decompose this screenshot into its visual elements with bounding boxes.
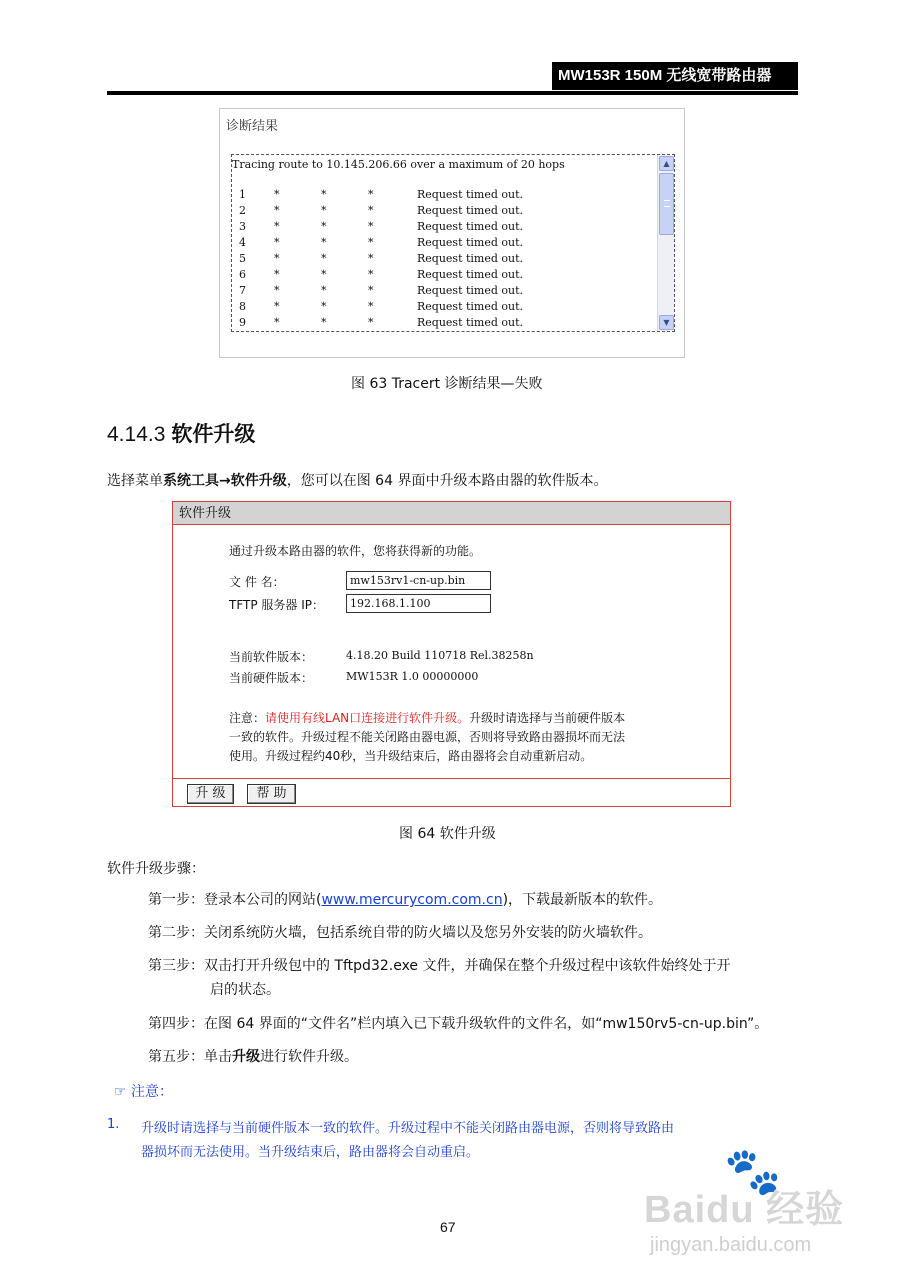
figure-64-caption: 图 64 软件升级 (399, 826, 496, 842)
probe-1: * (274, 204, 280, 217)
intro-text-1: 选择菜单 (107, 473, 163, 489)
baidu-watermark (644, 1144, 854, 1266)
probe-2: * (321, 188, 327, 201)
probe-3: * (368, 300, 374, 313)
paw-icon: 🐾 (724, 1144, 782, 1198)
probe-2: * (321, 220, 327, 233)
hop-number: 4 (239, 236, 246, 249)
probe-1: * (274, 188, 280, 201)
hop-number: 3 (239, 220, 246, 233)
step-3-line-2: 启的状态。 (210, 982, 280, 998)
probe-2: * (321, 236, 327, 249)
probe-2: * (321, 300, 327, 313)
hop-message: Request timed out. (417, 268, 524, 281)
figure-63-caption: 图 63 Tracert 诊断结果—失败 (351, 376, 543, 392)
hop-message: Request timed out. (417, 316, 524, 329)
software-version-value: 4.18.20 Build 110718 Rel.38258n (346, 649, 534, 662)
menu-path: 系统工具→软件升级 (163, 473, 287, 489)
hop-message: Request timed out. (417, 252, 524, 265)
hardware-version-value: MW153R 1.0 00000000 (346, 670, 479, 683)
hardware-version-label: 当前硬件版本： (229, 671, 314, 685)
probe-1: * (274, 300, 280, 313)
step-1 (148, 889, 662, 909)
probe-3: * (368, 252, 374, 265)
step-5-text-b: 进行软件升级。 (260, 1049, 358, 1065)
vertical-scrollbar[interactable] (657, 155, 674, 331)
probe-2: * (321, 284, 327, 297)
section-heading: 软件升级 (171, 422, 256, 446)
note-heading (109, 1081, 173, 1101)
button-bar (173, 778, 730, 807)
help-button[interactable]: 帮 助 (247, 784, 296, 804)
trace-output-text (232, 155, 656, 331)
hop-number: 6 (239, 268, 246, 281)
note-item-line-1: 升级时请选择与当前硬件版本一致的软件。升级过程中不能关闭路由器电源，否则将导致路由 (141, 1121, 675, 1136)
thumb-grip-icon (664, 200, 670, 207)
hop-number: 2 (239, 204, 246, 217)
file-name-label: 文 件 名： (229, 575, 285, 589)
intro-text-2: ，您可以在图 64 界面中升级本路由器的软件版本。 (286, 473, 608, 489)
hop-number: 1 (239, 188, 246, 201)
trace-header: Tracing route to 10.145.206.66 over a maximum of 20 hops (232, 158, 565, 171)
upgrade-panel-title: 软件升级 (173, 502, 730, 525)
trace-row (232, 251, 656, 267)
step-1-text-b: )，下载最新版本的软件。 (502, 892, 663, 908)
scroll-down-icon[interactable]: ▼ (659, 315, 674, 330)
hop-number: 5 (239, 252, 246, 265)
software-version-label: 当前软件版本： (229, 650, 314, 664)
probe-3: * (368, 316, 374, 329)
probe-2: * (321, 268, 327, 281)
step-1-text-a: 第一步：登录本公司的网站( (148, 892, 322, 908)
diagnostic-result-panel (219, 108, 685, 358)
hop-message: Request timed out. (417, 284, 524, 297)
upgrade-button[interactable]: 升 级 (187, 784, 234, 804)
steps-heading: 软件升级步骤： (107, 861, 205, 877)
probe-2: * (321, 204, 327, 217)
trace-output-textarea[interactable] (231, 154, 675, 332)
section-title (107, 418, 255, 448)
step-5 (148, 1046, 358, 1066)
probe-1: * (274, 268, 280, 281)
probe-1: * (274, 316, 280, 329)
trace-row (232, 235, 656, 251)
watermark-text: Baidu 经验 (644, 1189, 845, 1231)
mercury-website-link[interactable]: www.mercurycom.com.cn (321, 892, 503, 908)
probe-3: * (368, 284, 374, 297)
hop-message: Request timed out. (417, 236, 524, 249)
hop-message: Request timed out. (417, 204, 524, 217)
upgrade-note-line-1 (229, 709, 625, 726)
step-5-bold: 升级 (232, 1049, 260, 1065)
trace-row (232, 203, 656, 219)
probe-3: * (368, 188, 374, 201)
note-heading-text: 注意： (131, 1084, 173, 1100)
note-item-number: 1. (107, 1117, 120, 1132)
hop-number: 8 (239, 300, 246, 313)
probe-1: * (274, 284, 280, 297)
probe-3: * (368, 220, 374, 233)
hop-message: Request timed out. (417, 220, 524, 233)
scroll-thumb[interactable] (659, 173, 674, 235)
section-number: 4.14.3 (107, 423, 166, 446)
diagnostic-panel-title: 诊断结果 (226, 119, 279, 134)
upgrade-note-line-2: 一致的软件。升级过程不能关闭路由器电源，否则将导致路由器损坏而无法 (229, 730, 626, 744)
hop-number: 9 (239, 316, 246, 329)
upgrade-intro: 通过升级本路由器的软件，您将获得新的功能。 (229, 544, 482, 558)
file-name-input[interactable]: mw153rv1-cn-up.bin (346, 571, 491, 590)
software-upgrade-panel (172, 501, 731, 807)
trace-row (232, 219, 656, 235)
trace-row (232, 315, 656, 331)
trace-row (232, 267, 656, 283)
note-item-line-2: 器损坏而无法使用。当升级结束后，路由器将会自动重启。 (141, 1145, 480, 1160)
note-line-1-rest: 升级时请选择与当前硬件版本 (469, 711, 626, 725)
step-2: 第二步：关闭系统防火墙，包括系统自带的防火墙以及您另外安装的防火墙软件。 (148, 925, 652, 941)
probe-1: * (274, 236, 280, 249)
step-3-line-1: 第三步：双击打开升级包中的 Tftpd32.exe 文件，并确保在整个升级过程中该软件始终处于开 (148, 958, 731, 974)
hop-message: Request timed out. (417, 188, 524, 201)
probe-2: * (321, 252, 327, 265)
probe-1: * (274, 220, 280, 233)
tftp-ip-label: TFTP 服务器 IP： (229, 598, 324, 612)
hop-message: Request timed out. (417, 300, 524, 313)
note-warning: 请使用有线LAN口连接进行软件升级。 (265, 711, 470, 725)
scroll-up-icon[interactable]: ▲ (659, 156, 674, 171)
probe-2: * (321, 316, 327, 329)
page-number: 67 (440, 1219, 456, 1235)
upgrade-note-line-3: 使用。升级过程约40秒，当升级结束后，路由器将会自动重新启动。 (229, 749, 593, 763)
header-rule (107, 91, 798, 95)
intro-paragraph (107, 470, 607, 490)
hop-number: 7 (239, 284, 246, 297)
probe-3: * (368, 236, 374, 249)
trace-row (232, 187, 656, 203)
probe-3: * (368, 268, 374, 281)
note-prefix: 注意： (229, 711, 266, 725)
step-4: 第四步：在图 64 界面的“文件名”栏内填入已下载升级软件的文件名，如“mw150rv5-cn-up.bin”。 (148, 1016, 769, 1032)
trace-row (232, 299, 656, 315)
tftp-ip-input[interactable]: 192.168.1.100 (346, 594, 491, 613)
probe-1: * (274, 252, 280, 265)
probe-3: * (368, 204, 374, 217)
trace-row (232, 283, 656, 299)
watermark-url: jingyan.baidu.com (650, 1234, 812, 1256)
step-5-text-a: 第五步：单击 (148, 1049, 232, 1065)
header-title: MW153R 150M 无线宽带路由器 (552, 62, 798, 90)
pointing-hand-icon: ☞ (113, 1084, 127, 1100)
